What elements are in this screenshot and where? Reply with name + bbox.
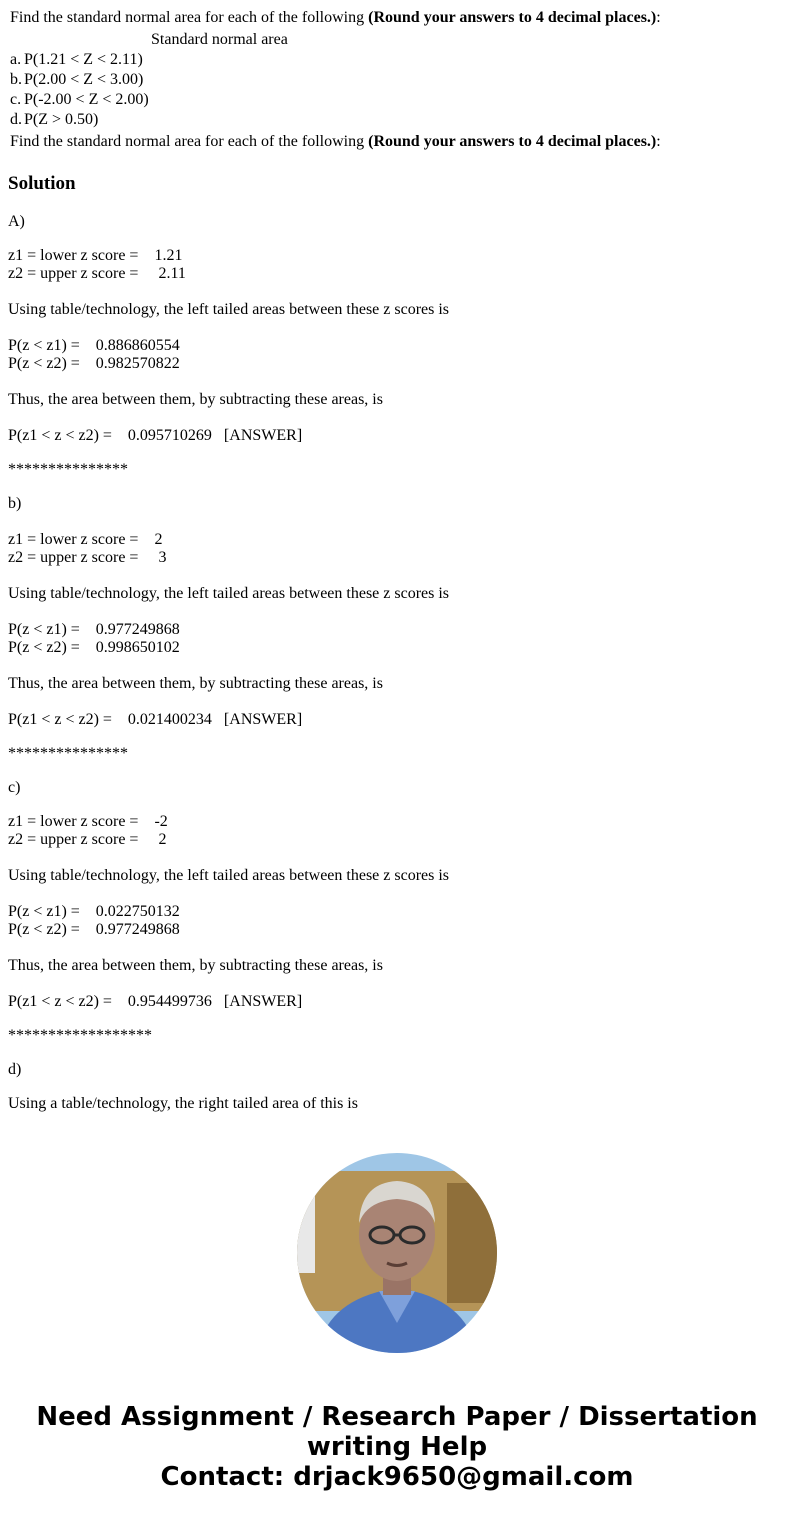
solution-line: P(z < z2) = 0.998650102: [8, 639, 180, 656]
solution-line: P(z < z1) = 0.886860554: [8, 337, 180, 354]
solution-line: Thus, the area between them, by subtracting these areas, is: [8, 391, 383, 408]
footer-cta: [0, 1402, 794, 1492]
solution-line: P(z < z1) = 0.022750132: [8, 903, 180, 920]
question-prompt-bold: (Round your answers to 4 decimal places.): [368, 9, 657, 26]
question-prompt-end: :: [656, 9, 661, 26]
question-prompt: [10, 8, 661, 28]
column-header: Standard normal area: [151, 31, 288, 48]
solution-line: z2 = upper z score = 2.11: [8, 265, 186, 282]
solution-line: Thus, the area between them, by subtracting these areas, is: [8, 675, 383, 692]
solution-line: P(z < z2) = 0.982570822: [8, 355, 180, 372]
solution-line: Using a table/technology, the right tailed area of this is: [8, 1095, 358, 1112]
question-prompt-repeat: [10, 132, 661, 152]
option-b: [10, 70, 143, 90]
solution-line: Thus, the area between them, by subtracting these areas, is: [8, 957, 383, 974]
cta-line-1: Need Assignment / Research Paper / Dissertation: [36, 1402, 758, 1432]
solution-line: z1 = lower z score = 1.21: [8, 247, 183, 264]
solution-line: z1 = lower z score = 2: [8, 531, 163, 548]
option-letter: c.: [10, 91, 22, 108]
question-prompt-text: Find the standard normal area for each of the following: [10, 133, 369, 150]
solution-line: P(z1 < z < z2) = 0.954499736 [ANSWER]: [8, 993, 303, 1010]
solution-line: Using table/technology, the left tailed areas between these z scores is: [8, 867, 450, 884]
option-text: P(2.00 < Z < 3.00): [24, 71, 144, 88]
author-avatar: [297, 1153, 497, 1353]
solution-line: Using table/technology, the left tailed areas between these z scores is: [8, 585, 450, 602]
solution-line: Using table/technology, the left tailed areas between these z scores is: [8, 301, 450, 318]
option-letter: d.: [10, 111, 22, 128]
question-prompt-bold: (Round your answers to 4 decimal places.): [368, 133, 657, 150]
solution-line: z2 = upper z score = 3: [8, 549, 167, 566]
solution-line: c): [8, 779, 21, 796]
solution-line: P(z1 < z < z2) = 0.095710269 [ANSWER]: [8, 427, 303, 444]
cta-contact: Contact: drjack9650@gmail.com: [160, 1462, 634, 1492]
question-prompt-end: :: [656, 133, 661, 150]
cta-line-2: writing Help: [306, 1432, 488, 1462]
option-text: P(-2.00 < Z < 2.00): [24, 91, 149, 108]
solution-line: ***************: [8, 461, 128, 478]
option-text: P(Z > 0.50): [24, 111, 99, 128]
solution-line: A): [8, 213, 25, 230]
option-a: [10, 50, 143, 70]
option-text: P(1.21 < Z < 2.11): [24, 51, 143, 68]
solution-title: Solution: [8, 173, 76, 194]
solution-line: d): [8, 1061, 22, 1078]
solution-line: ******************: [8, 1027, 152, 1044]
solution-line: z2 = upper z score = 2: [8, 831, 167, 848]
solution-line: ***************: [8, 745, 128, 762]
option-c: [10, 90, 149, 110]
solution-line: z1 = lower z score = -2: [8, 813, 168, 830]
solution-line: P(z < z2) = 0.977249868: [8, 921, 180, 938]
avatar-portrait-icon: [297, 1153, 497, 1353]
solution-line: b): [8, 495, 22, 512]
solution-line: P(z1 < z < z2) = 0.021400234 [ANSWER]: [8, 711, 303, 728]
question-prompt-text: Find the standard normal area for each of the following: [10, 9, 369, 26]
option-d: [10, 110, 98, 130]
option-letter: a.: [10, 51, 22, 68]
option-letter: b.: [10, 71, 22, 88]
solution-line: P(z < z1) = 0.977249868: [8, 621, 180, 638]
